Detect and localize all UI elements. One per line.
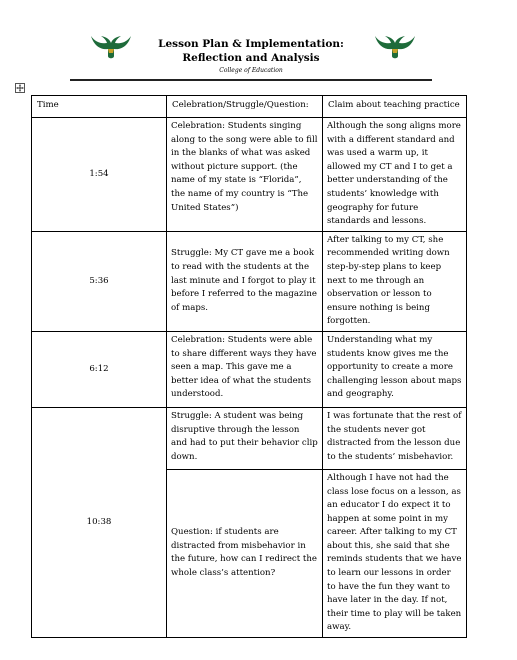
header-divider <box>70 79 432 81</box>
claim-cell: Although I have not had the class lose focus on a lesson, as an educator I do expect it to happen at some point in my career. After talking to my CT about this, she said that she reminds students that we have to learn our lessons in order to have the fun they want to have later in the day. If not, their time to play will be taken away. <box>323 469 467 637</box>
table-header-row <box>32 96 467 118</box>
document-title-block <box>140 38 362 75</box>
bull-horns-logo-icon <box>372 31 418 61</box>
time-cell: 1:54 <box>32 118 167 232</box>
entry-cell: Struggle: My CT gave me a book to read with the students at the last minute and I forgot to play it before I referred to the magazine of maps. <box>167 231 323 331</box>
table-row <box>32 118 467 232</box>
column-header-claim: Claim about teaching practice <box>323 96 467 118</box>
table-row <box>32 231 467 331</box>
entry-cell: Celebration: Students were able to share different ways they have seen a map. This gave me a better idea of what the students understood. <box>167 331 323 407</box>
claim-cell: I was fortunate that the rest of the students never got distracted from the lesson due to the students’ misbehavior. <box>323 407 467 469</box>
reflection-table <box>31 95 467 638</box>
entry-cell: Question: if students are distracted from misbehavior in the future, how can I redirect the whole class’s attention? <box>167 469 323 637</box>
document-subtitle: College of Education <box>219 67 283 74</box>
time-cell: 5:36 <box>32 231 167 331</box>
document-title-line-1: Lesson Plan & Implementation: <box>158 38 344 50</box>
time-cell: 6:12 <box>32 331 167 407</box>
claim-cell: Although the song aligns more with a different standard and was used a warm up, it allowed my CT and I to get a better understanding of the students’ knowledge with geography for future standards and lessons. <box>323 118 467 232</box>
table-row <box>32 407 467 469</box>
claim-cell: After talking to my CT, she recommended writing down step-by-step plans to keep next to me through an observation or lesson to ensure nothing is being forgotten. <box>323 231 467 331</box>
entry-cell: Celebration: Students singing along to the song were able to fill in the blanks of what was asked without picture support. (the name of my state is “Florida”, the name of my country is “The United States”) <box>167 118 323 232</box>
time-cell: 10:38 <box>32 407 167 637</box>
bull-horns-logo-icon <box>88 31 134 61</box>
entry-cell: Struggle: A student was being disruptive through the lesson and had to put their behavior clip down. <box>167 407 323 469</box>
table-move-handle-icon[interactable] <box>15 83 25 93</box>
column-header-time: Time <box>32 96 167 118</box>
document-title-line-2: Reflection and Analysis <box>182 51 320 64</box>
claim-cell: Understanding what my students know gives me the opportunity to create a more challenging lesson about maps and geography. <box>323 331 467 407</box>
table-row <box>32 331 467 407</box>
column-header-celebration-struggle-question: Celebration/Struggle/Question: <box>167 96 323 118</box>
